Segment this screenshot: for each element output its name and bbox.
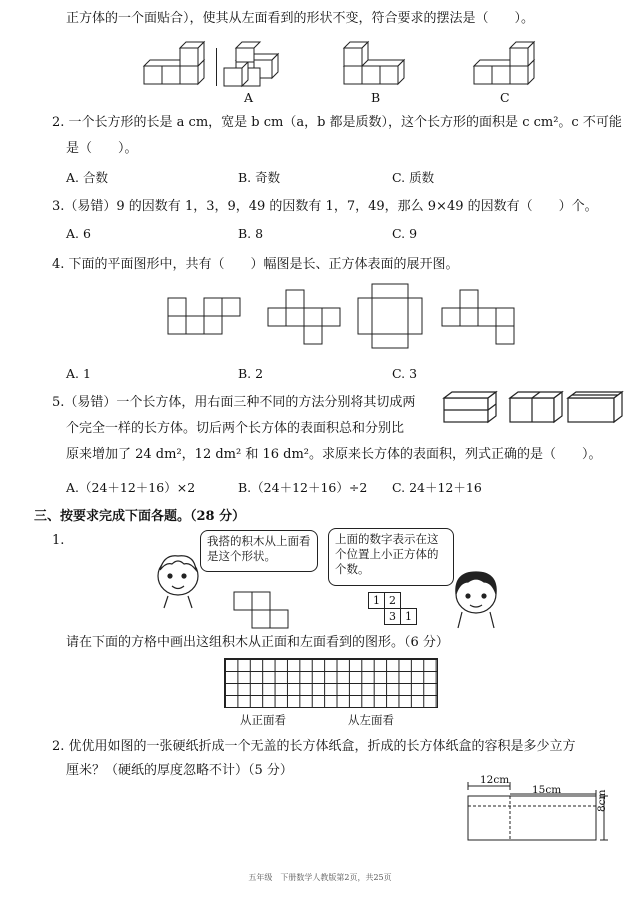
boy-avatar	[150, 548, 206, 610]
dim-12cm: 12cm	[480, 774, 510, 786]
q5-line1: 5.（易错）一个长方体，用右面三种不同的方法分别将其切成两	[52, 395, 416, 410]
q1-divider	[216, 48, 217, 86]
num-cell: 1	[368, 592, 385, 609]
q1-reference-cubes	[142, 44, 212, 88]
q5-cut-1	[442, 390, 498, 426]
q5-option-b[interactable]: B.（24＋12＋16）÷2	[238, 480, 368, 495]
q4-option-c[interactable]: C. 3	[392, 366, 418, 381]
q2-option-c[interactable]: C. 质数	[392, 170, 435, 185]
q5-cut-2	[508, 390, 564, 426]
q1-option-b-cubes	[342, 44, 408, 88]
section3-instruction: 请在下面的方格中画出这组积木从正面和左面看到的图形。（6 分）	[66, 635, 449, 650]
q4-option-b[interactable]: B. 2	[238, 366, 264, 381]
q1-option-c[interactable]: C	[500, 90, 510, 105]
q1-option-a-cubes	[222, 44, 284, 88]
q3-option-a[interactable]: A. 6	[66, 226, 91, 241]
q5-cut-3	[566, 390, 628, 426]
bubble-left: 我搭的积木从上面看是这个形状。	[200, 530, 318, 572]
bubble-right: 上面的数字表示在这个位置上小正方体的个数。	[328, 528, 454, 586]
q1-option-b[interactable]: B	[371, 90, 381, 105]
q2-line2: 是（ ）。	[66, 141, 138, 156]
q3-line1: 3.（易错）9 的因数有 1，3，9，49 的因数有 1，7，49，那么 9×49 的因数有（ ）个。	[52, 199, 598, 214]
q2-line1: 2. 一个长方形的长是 a cm，宽是 b cm（a，b 都是质数），这个长方形的面积是 c cm²。c 不可能	[52, 115, 622, 130]
q1-option-c-cubes	[472, 44, 538, 88]
q5-line2: 个完全一样的长方体。切后两个长方体的表面积总和分别比	[66, 421, 405, 436]
section3-title: 三、按要求完成下面各题。（28 分）	[34, 509, 246, 524]
page-footer: 五年级 下册数学人教版第2页，共25页	[248, 873, 392, 882]
q4-net-4	[440, 288, 520, 348]
q1-text: 正方体的一个面贴合），使其从左面看到的形状不变，符合要求的摆法是（ ）。	[66, 11, 535, 26]
dim-15cm: 15cm	[532, 784, 562, 796]
q5-option-a[interactable]: A.（24＋12＋16）×2	[66, 480, 196, 495]
section3-p2-line1: 2. 优优用如图的一张硬纸折成一个无盖的长方体纸盒，折成的长方体纸盒的容积是多少立方	[52, 739, 576, 754]
girl-avatar	[446, 564, 506, 630]
drawing-grid[interactable]	[224, 658, 438, 708]
q2-option-a[interactable]: A. 合数	[66, 170, 108, 185]
q4-net-3	[356, 282, 426, 352]
q4-net-2	[266, 288, 342, 348]
q4-line1: 4. 下面的平面图形中，共有（ ）幅图是长、正方体表面的展开图。	[52, 257, 459, 272]
q5-line3: 原来增加了 24 dm²，12 dm² 和 16 dm²。求原来长方体的表面积，列式正确的是（ ）。	[66, 447, 602, 462]
label-front-view: 从正面看	[240, 713, 286, 727]
q3-option-b[interactable]: B. 8	[238, 226, 264, 241]
section3-p2-line2: 厘米？（硬纸的厚度忽略不计）（5 分）	[66, 763, 293, 778]
q5-option-c[interactable]: C. 24＋12＋16	[392, 480, 482, 495]
label-left-view: 从左面看	[348, 713, 394, 727]
top-view-numbers	[368, 592, 422, 624]
q2-option-b[interactable]: B. 奇数	[238, 170, 281, 185]
q1-option-a[interactable]: A	[244, 90, 254, 105]
q4-net-1	[166, 296, 242, 336]
section3-p1-number: 1.	[52, 533, 65, 548]
num-cell: 3	[384, 608, 401, 625]
num-cell: 1	[400, 608, 417, 625]
top-view-shape	[232, 590, 294, 632]
num-cell: 2	[384, 592, 401, 609]
q3-option-c[interactable]: C. 9	[392, 226, 418, 241]
q4-option-a[interactable]: A. 1	[66, 366, 91, 381]
dim-8cm: 8cm	[596, 789, 608, 812]
